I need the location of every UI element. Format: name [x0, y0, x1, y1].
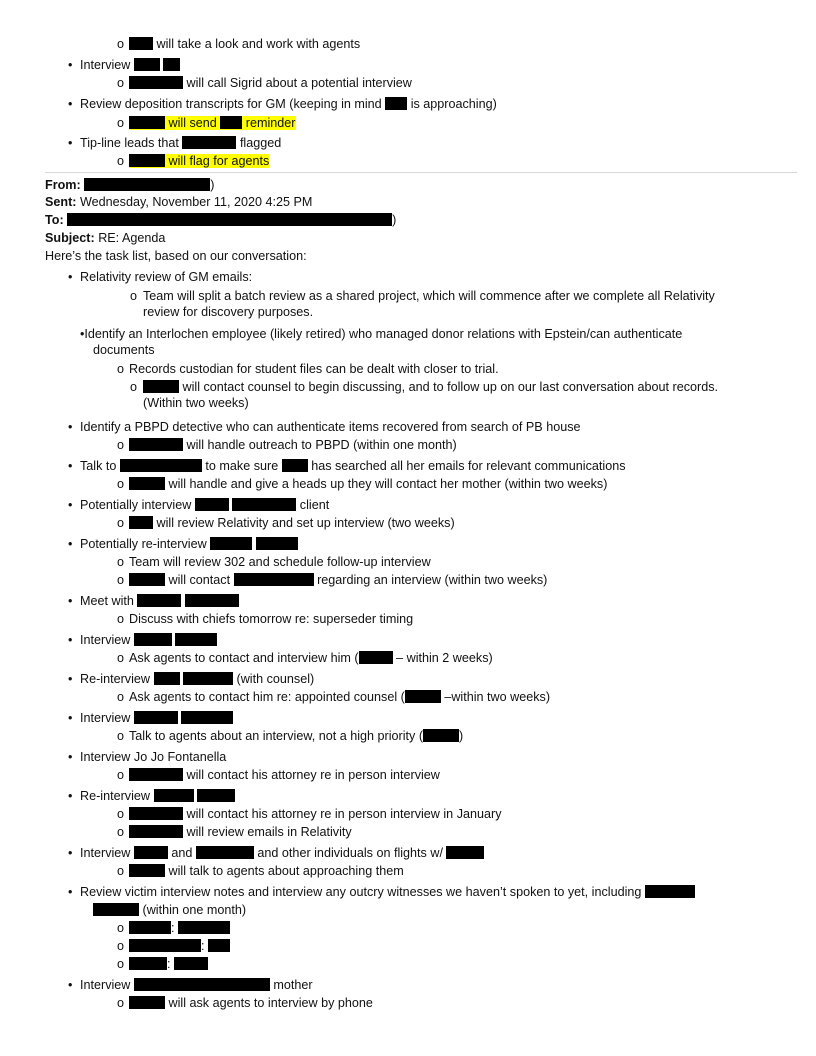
- list-item: [0, 995, 816, 1011]
- item-text: Interview: [80, 711, 131, 725]
- item-text: and: [171, 846, 193, 860]
- redaction: [256, 537, 298, 550]
- item-text: Tip-line leads that: [80, 136, 179, 150]
- sent-label: Sent:: [45, 195, 77, 209]
- list-item: [0, 824, 816, 840]
- redaction: [129, 825, 183, 838]
- bullet: •: [68, 672, 73, 686]
- list-item: [0, 96, 816, 112]
- list-item: [0, 788, 816, 804]
- list-item: [0, 476, 816, 492]
- item-text: Interview Jo Jo Fontanella: [80, 750, 227, 764]
- redaction: [129, 516, 153, 529]
- redaction: [282, 459, 308, 472]
- list-item: [0, 153, 816, 169]
- redaction: [129, 864, 165, 877]
- sub-bullet: o: [117, 921, 125, 935]
- divider: [45, 172, 797, 173]
- sub-bullet: o: [117, 996, 125, 1010]
- list-item: [0, 671, 816, 687]
- redaction: [175, 633, 217, 646]
- item-text: Talk to agents about an interview, not a high priority (: [129, 729, 424, 743]
- redaction: [129, 37, 153, 50]
- from-label: From:: [45, 178, 81, 192]
- item-text: to make sure: [205, 459, 279, 473]
- item-text: Interview: [80, 633, 131, 647]
- email-sent: [0, 194, 816, 210]
- item-text: client: [299, 498, 330, 512]
- redaction: [129, 996, 165, 1009]
- sub-bullet: o: [117, 516, 125, 530]
- item-text: will handle outreach to PBPD (within one month): [186, 438, 457, 452]
- sent-value: Wednesday, November 11, 2020 4:25 PM: [79, 195, 313, 209]
- redaction: [67, 213, 392, 226]
- redaction: [195, 498, 229, 511]
- item-text: Relativity review of GM emails:: [80, 270, 253, 284]
- redaction: [129, 438, 183, 451]
- list-item: [0, 650, 816, 666]
- sub-bullet: o: [117, 76, 125, 90]
- redaction: [181, 711, 233, 724]
- list-item: [0, 36, 816, 52]
- list-item: [0, 379, 743, 411]
- item-text: Ask agents to contact and interview him (: [129, 651, 359, 665]
- redaction: [129, 807, 183, 820]
- list-item: [0, 75, 816, 91]
- list-item: [0, 515, 816, 531]
- item-text: will review Relativity and set up interview (two weeks): [156, 516, 455, 530]
- sub-bullet: o: [117, 729, 125, 743]
- item-text: will contact his attorney re in person interview in January: [186, 807, 502, 821]
- sub-bullet: o: [130, 289, 138, 303]
- item-text: is approaching): [410, 97, 497, 111]
- redaction: [93, 903, 139, 916]
- sub-bullet: o: [130, 380, 138, 394]
- item-text: ): [459, 729, 464, 743]
- list-item: [0, 956, 816, 972]
- redaction: [220, 116, 242, 129]
- bullet: •: [68, 136, 73, 150]
- item-text: –within two weeks): [444, 690, 551, 704]
- redaction: [163, 58, 180, 71]
- item-text: Review victim interview notes and interview any outcry witnesses we haven’t spoken to yet, including: [80, 885, 642, 899]
- sub-bullet: o: [117, 612, 125, 626]
- item-text: regarding an interview (within two weeks): [317, 573, 548, 587]
- sub-bullet: o: [117, 651, 125, 665]
- bullet: •: [68, 270, 73, 284]
- list-item: [0, 497, 816, 513]
- sub-bullet: o: [117, 438, 125, 452]
- bullet: •: [68, 789, 73, 803]
- item-text: Identify a PBPD detective who can authenticate items recovered from search of PB house: [80, 420, 581, 434]
- redaction: [196, 846, 254, 859]
- sub-bullet: o: [117, 362, 125, 376]
- bullet: •: [68, 537, 73, 551]
- sub-bullet: o: [117, 37, 125, 51]
- list-item: [0, 593, 816, 609]
- subject-value: RE: Agenda: [98, 231, 166, 245]
- list-item: [0, 536, 816, 552]
- sub-bullet: o: [117, 957, 125, 971]
- list-item: [0, 554, 816, 570]
- redaction: [129, 477, 165, 490]
- redaction: [174, 957, 208, 970]
- item-text: Ask agents to contact him re: appointed counsel (: [129, 690, 405, 704]
- separator: :: [171, 921, 175, 935]
- item-text: will contact his attorney re in person interview: [186, 768, 440, 782]
- bullet: •: [80, 327, 85, 341]
- list-item: [0, 361, 816, 377]
- email-from: [0, 177, 816, 193]
- list-item: [0, 326, 743, 358]
- redaction: [197, 789, 235, 802]
- redaction: [154, 672, 180, 685]
- item-text: Re-interview: [80, 672, 150, 686]
- redaction: [210, 537, 252, 550]
- list-item: [0, 269, 816, 285]
- separator: :: [201, 939, 205, 953]
- email-subject: [0, 230, 816, 246]
- redaction: [137, 594, 181, 607]
- item-text: Interview: [80, 846, 131, 860]
- bullet: •: [68, 459, 73, 473]
- redaction: [423, 729, 459, 742]
- bullet: •: [68, 58, 73, 72]
- sub-bullet: o: [117, 939, 125, 953]
- list-item: [0, 806, 816, 822]
- item-text: will take a look and work with agents: [156, 37, 361, 51]
- sub-bullet: o: [117, 768, 125, 782]
- bullet: •: [68, 420, 73, 434]
- redaction: [446, 846, 484, 859]
- item-text: Re-interview: [80, 789, 150, 803]
- list-item: [0, 135, 816, 151]
- redaction: [129, 921, 171, 934]
- item-text: flagged: [239, 136, 282, 150]
- redaction: [129, 573, 165, 586]
- list-item: [0, 710, 816, 726]
- list-item: [0, 863, 816, 879]
- item-text: mother: [273, 978, 313, 992]
- redaction: [134, 978, 270, 991]
- list-item: [0, 920, 816, 936]
- sub-bullet: o: [117, 864, 125, 878]
- redaction: [143, 380, 179, 393]
- item-text: Identify an Interlochen employee (likely retired) who managed donor relations with Epstein/can authenticate documents: [84, 327, 683, 357]
- redaction: [129, 154, 165, 167]
- item-text: will ask agents to interview by phone: [168, 996, 373, 1010]
- bullet: •: [68, 750, 73, 764]
- item-text: (within one month): [142, 903, 247, 917]
- list-item: [0, 938, 816, 954]
- list-item: [0, 288, 743, 320]
- sub-bullet: o: [117, 116, 125, 130]
- email-to: [0, 212, 816, 228]
- redaction: [120, 459, 202, 472]
- item-text: (with counsel): [236, 672, 315, 686]
- item-text: Meet with: [80, 594, 134, 608]
- item-text: will review emails in Relativity: [186, 825, 352, 839]
- item-text: Discuss with chiefs tomorrow re: superseder timing: [129, 612, 414, 626]
- redaction: [134, 846, 168, 859]
- sub-bullet: o: [117, 825, 125, 839]
- redaction: [129, 76, 183, 89]
- list-item: [0, 749, 816, 765]
- sub-bullet: o: [117, 573, 125, 587]
- item-text: Records custodian for student files can be dealt with closer to trial.: [129, 362, 499, 376]
- item-text: Team will split a batch review as a shared project, which will commence after we complete all Relativity review for discovery purposes.: [143, 289, 715, 319]
- redaction: [234, 573, 314, 586]
- redaction: [182, 136, 236, 149]
- bullet: •: [68, 633, 73, 647]
- list-item: [0, 57, 816, 73]
- item-text: Potentially interview: [80, 498, 192, 512]
- redaction: [183, 672, 233, 685]
- redaction: [185, 594, 239, 607]
- redaction: [154, 789, 194, 802]
- sub-bullet: o: [117, 690, 125, 704]
- item-text: Review deposition transcripts for GM (keeping in mind: [80, 97, 382, 111]
- from-tail: ): [210, 178, 215, 192]
- redaction: [84, 178, 210, 191]
- item-text: has searched all her emails for relevant communications: [311, 459, 626, 473]
- list-item: [0, 611, 816, 627]
- redaction: [129, 957, 167, 970]
- redaction: [178, 921, 230, 934]
- redaction: [359, 651, 393, 664]
- sub-bullet: o: [117, 555, 125, 569]
- item-text: will contact: [168, 573, 231, 587]
- intro-text: Here’s the task list, based on our conversation:: [45, 249, 307, 263]
- bullet: •: [68, 846, 73, 860]
- bullet: •: [68, 594, 73, 608]
- item-text: will handle and give a heads up they will contact her mother (within two weeks): [168, 477, 608, 491]
- redaction: [208, 939, 230, 952]
- item-text: and other individuals on flights w/: [257, 846, 443, 860]
- bullet: •: [68, 97, 73, 111]
- item-text: will call Sigrid about a potential interview: [186, 76, 412, 90]
- sub-bullet: o: [117, 477, 125, 491]
- bullet: •: [68, 978, 73, 992]
- to-tail: ): [392, 213, 397, 227]
- redaction: [129, 768, 183, 781]
- subject-label: Subject:: [45, 231, 95, 245]
- to-label: To:: [45, 213, 64, 227]
- list-item: [0, 977, 816, 993]
- item-text: Talk to: [80, 459, 117, 473]
- separator: :: [167, 957, 171, 971]
- redaction: [129, 939, 201, 952]
- redaction: [134, 633, 172, 646]
- highlighted-text: reminder: [245, 116, 296, 130]
- list-item: [0, 728, 816, 744]
- item-text: Potentially re-interview: [80, 537, 207, 551]
- redaction: [134, 58, 160, 71]
- list-item: [0, 458, 816, 474]
- sub-bullet: o: [117, 807, 125, 821]
- redaction: [129, 116, 165, 129]
- redaction: [405, 690, 441, 703]
- item-text: will talk to agents about approaching them: [168, 864, 404, 878]
- list-item: [0, 419, 816, 435]
- item-text: – within 2 weeks): [396, 651, 493, 665]
- redaction: [232, 498, 296, 511]
- redaction: [385, 97, 407, 110]
- bullet: •: [68, 498, 73, 512]
- item-text: Interview: [80, 978, 131, 992]
- highlighted-text: will send: [168, 116, 217, 130]
- redaction: [134, 711, 178, 724]
- bullet: •: [68, 711, 73, 725]
- item-text: Team will review 302 and schedule follow-up interview: [129, 555, 431, 569]
- list-item: [0, 437, 816, 453]
- item-text: will contact counsel to begin discussing, and to follow up on our last conversation about records. (Within two weeks): [143, 380, 719, 410]
- sub-bullet: o: [117, 154, 125, 168]
- highlighted-text: will flag for agents: [168, 154, 270, 168]
- item-text: Interview: [80, 58, 131, 72]
- list-item: [0, 689, 816, 705]
- list-item-continued: [0, 902, 816, 918]
- bullet: •: [68, 885, 73, 899]
- list-item: [0, 632, 816, 648]
- list-item: [0, 884, 816, 900]
- list-item: [0, 115, 816, 131]
- redaction: [645, 885, 695, 898]
- list-item: [0, 767, 816, 783]
- list-item: [0, 572, 816, 588]
- list-item: [0, 845, 816, 861]
